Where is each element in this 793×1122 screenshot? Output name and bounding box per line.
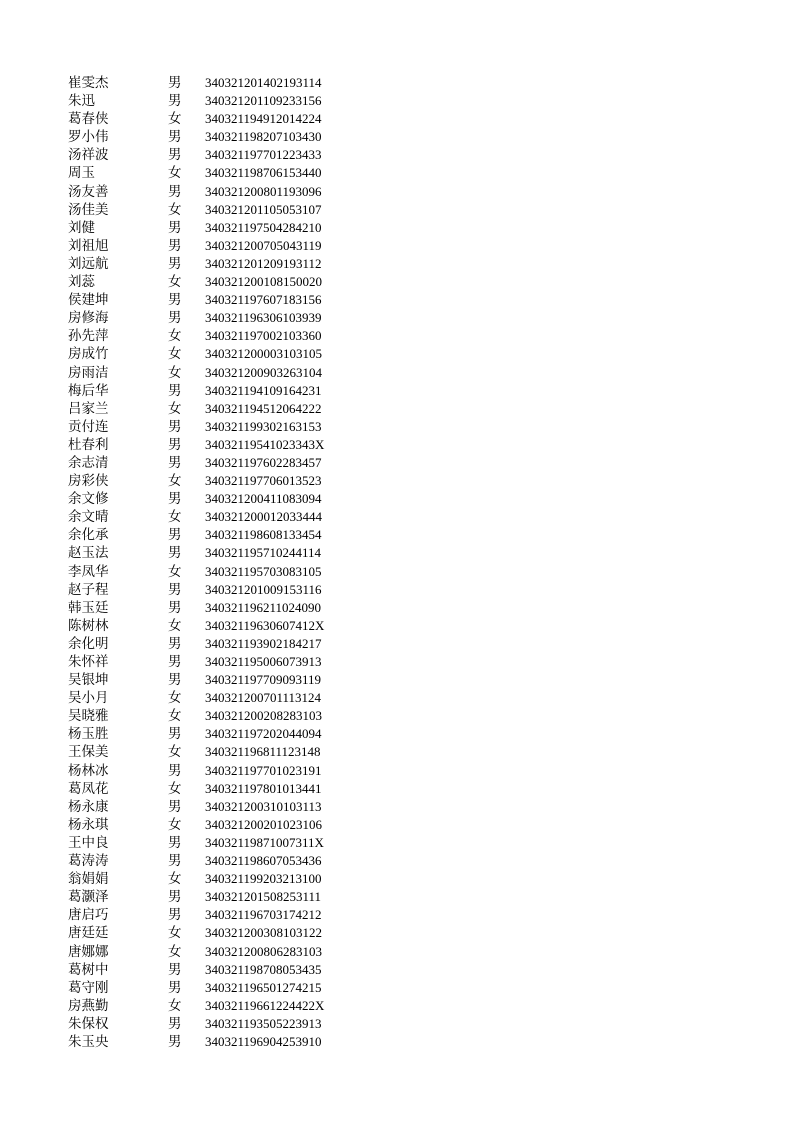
table-row xyxy=(0,237,793,255)
id-number-cell: 340321196306103939 xyxy=(205,310,322,326)
table-row xyxy=(0,997,793,1015)
name-cell: 余志清 xyxy=(68,454,109,471)
table-row xyxy=(0,219,793,237)
id-number-cell: 340321194512064222 xyxy=(205,400,322,416)
table-row xyxy=(0,906,793,924)
table-row xyxy=(0,327,793,345)
table-row xyxy=(0,617,793,635)
gender-cell: 女 xyxy=(168,925,182,942)
name-cell: 刘祖旭 xyxy=(68,237,109,254)
id-number-cell: 340321201402193114 xyxy=(205,75,322,90)
name-cell: 刘健 xyxy=(68,219,95,236)
name-cell: 葛凤花 xyxy=(68,780,109,797)
table-row xyxy=(0,364,793,382)
id-number-cell: 340321200308103122 xyxy=(205,925,322,941)
table-row xyxy=(0,418,793,436)
id-number-cell: 340321198207103430 xyxy=(205,129,322,145)
table-row xyxy=(0,201,793,219)
gender-cell: 女 xyxy=(168,274,182,291)
id-number-cell: 340321196811123148 xyxy=(205,744,321,760)
id-number-cell: 340321198706153440 xyxy=(205,165,322,181)
name-cell: 崔雯杰 xyxy=(68,75,109,91)
id-number-cell: 340321200801193096 xyxy=(205,183,322,199)
id-number-cell: 340321200012033444 xyxy=(205,509,322,525)
table-row xyxy=(0,852,793,870)
table-row xyxy=(0,671,793,689)
name-cell: 余文修 xyxy=(68,491,109,508)
gender-cell: 女 xyxy=(168,563,182,580)
id-number-cell: 340321200108150020 xyxy=(205,274,322,290)
table-row xyxy=(0,255,793,273)
id-number-cell: 34032119661224422X xyxy=(205,997,325,1013)
gender-cell: 男 xyxy=(168,907,182,924)
id-number-cell: 340321198607053436 xyxy=(205,853,322,869)
gender-cell: 男 xyxy=(168,292,182,309)
id-number-cell: 340321195006073913 xyxy=(205,654,322,669)
name-cell: 朱玉央 xyxy=(68,1033,109,1050)
id-number-cell: 340321201209193112 xyxy=(205,255,322,271)
table-row xyxy=(0,743,793,761)
id-number-cell: 340321201105053107 xyxy=(205,201,322,217)
name-cell: 刘远航 xyxy=(68,255,109,272)
table-row xyxy=(0,92,793,110)
id-number-cell: 340321197002103360 xyxy=(205,328,322,344)
name-cell: 朱保权 xyxy=(68,1015,109,1032)
name-cell: 杨永康 xyxy=(68,798,109,815)
id-number-cell: 34032119630607412X xyxy=(205,617,325,633)
id-number-cell: 340321194912014224 xyxy=(205,111,322,127)
gender-cell: 男 xyxy=(168,654,182,670)
name-cell: 房彩侠 xyxy=(68,473,109,490)
name-cell: 朱迅 xyxy=(68,93,95,110)
gender-cell: 女 xyxy=(168,400,182,417)
name-cell: 朱怀祥 xyxy=(68,654,109,670)
table-row xyxy=(0,291,793,309)
name-cell: 葛春侠 xyxy=(68,111,109,128)
name-cell: 余化明 xyxy=(68,635,109,652)
id-number-cell: 340321200201023106 xyxy=(205,816,322,832)
table-row xyxy=(0,472,793,490)
id-number-cell: 340321200003103105 xyxy=(205,346,322,362)
table-row xyxy=(0,273,793,291)
name-cell: 孙先萍 xyxy=(68,328,109,345)
table-row xyxy=(0,943,793,961)
name-cell: 杜春利 xyxy=(68,436,109,453)
gender-cell: 女 xyxy=(168,346,182,363)
gender-cell: 女 xyxy=(168,509,182,526)
table-row xyxy=(0,508,793,526)
gender-cell: 男 xyxy=(168,979,182,996)
gender-cell: 男 xyxy=(168,382,182,399)
name-cell: 罗小伟 xyxy=(68,129,109,146)
name-cell: 侯建坤 xyxy=(68,292,109,309)
id-number-cell: 340321200705043119 xyxy=(205,237,322,253)
id-number-cell: 34032119871007311X xyxy=(205,834,324,850)
id-number-cell: 340321197504284210 xyxy=(205,219,322,235)
id-number-cell: 340321197709093119 xyxy=(205,672,322,688)
id-number-cell: 34032119541023343X xyxy=(205,436,325,452)
id-number-cell: 340321200310103113 xyxy=(205,798,322,814)
gender-cell: 女 xyxy=(168,708,182,725)
name-cell: 赵玉法 xyxy=(68,545,109,562)
table-row xyxy=(0,563,793,581)
table-row xyxy=(0,128,793,146)
id-number-cell: 340321193505223913 xyxy=(205,1015,322,1031)
gender-cell: 男 xyxy=(168,454,182,471)
id-number-cell: 340321196703174212 xyxy=(205,907,322,923)
gender-cell: 男 xyxy=(168,1015,182,1032)
gender-cell: 男 xyxy=(168,672,182,689)
id-number-cell: 340321197607183156 xyxy=(205,292,322,308)
table-row xyxy=(0,888,793,906)
id-number-cell: 340321199302163153 xyxy=(205,418,322,434)
id-number-cell: 340321197202044094 xyxy=(205,726,322,742)
gender-cell: 男 xyxy=(168,599,182,616)
id-number-cell: 340321198708053435 xyxy=(205,961,322,977)
name-cell: 葛灏泽 xyxy=(68,889,109,906)
gender-cell: 男 xyxy=(168,129,182,146)
gender-cell: 男 xyxy=(168,310,182,327)
gender-cell: 男 xyxy=(168,219,182,236)
name-cell: 葛涛涛 xyxy=(68,853,109,870)
gender-cell: 女 xyxy=(168,690,182,707)
id-number-cell: 340321201508253111 xyxy=(205,889,322,905)
table-row xyxy=(0,382,793,400)
gender-cell: 男 xyxy=(168,418,182,435)
table-row xyxy=(0,400,793,418)
name-cell: 翁娟娟 xyxy=(68,871,109,888)
gender-cell: 男 xyxy=(168,581,182,598)
id-number-cell: 340321197701223433 xyxy=(205,147,322,163)
gender-cell: 男 xyxy=(168,255,182,272)
table-row xyxy=(0,689,793,707)
name-cell: 房成竹 xyxy=(68,346,109,363)
roster-table xyxy=(0,74,793,1051)
table-row xyxy=(0,979,793,997)
name-cell: 杨玉胜 xyxy=(68,726,109,743)
name-cell: 陈树林 xyxy=(68,617,109,634)
table-row xyxy=(0,924,793,942)
id-number-cell: 340321197602283457 xyxy=(205,454,322,470)
name-cell: 吴晓雅 xyxy=(68,708,109,725)
name-cell: 房修海 xyxy=(68,310,109,327)
table-row xyxy=(0,961,793,979)
table-row xyxy=(0,762,793,780)
name-cell: 房雨洁 xyxy=(68,364,109,381)
name-cell: 杨永琪 xyxy=(68,816,109,833)
gender-cell: 女 xyxy=(168,617,182,634)
gender-cell: 女 xyxy=(168,201,182,218)
name-cell: 唐启巧 xyxy=(68,907,109,924)
name-cell: 李凤华 xyxy=(68,563,109,580)
id-number-cell: 340321196904253910 xyxy=(205,1033,322,1049)
gender-cell: 男 xyxy=(168,147,182,164)
gender-cell: 男 xyxy=(168,93,182,110)
name-cell: 吕家兰 xyxy=(68,400,109,417)
gender-cell: 男 xyxy=(168,491,182,508)
name-cell: 汤祥波 xyxy=(68,147,109,164)
gender-cell: 男 xyxy=(168,237,182,254)
gender-cell: 女 xyxy=(168,744,182,761)
gender-cell: 女 xyxy=(168,473,182,490)
id-number-cell: 340321200701113124 xyxy=(205,690,322,706)
gender-cell: 男 xyxy=(168,75,182,91)
name-cell: 王中良 xyxy=(68,834,109,851)
id-number-cell: 340321201009153116 xyxy=(205,581,322,597)
table-row xyxy=(0,544,793,562)
id-number-cell: 340321199203213100 xyxy=(205,871,322,887)
gender-cell: 男 xyxy=(168,762,182,779)
name-cell: 王保美 xyxy=(68,744,109,761)
id-number-cell: 340321200208283103 xyxy=(205,708,322,724)
id-number-cell: 340321197701023191 xyxy=(205,762,322,778)
table-row xyxy=(0,834,793,852)
gender-cell: 女 xyxy=(168,364,182,381)
table-row xyxy=(0,345,793,363)
name-cell: 唐廷廷 xyxy=(68,925,109,942)
table-row xyxy=(0,146,793,164)
table-row xyxy=(0,454,793,472)
gender-cell: 男 xyxy=(168,961,182,978)
gender-cell: 男 xyxy=(168,183,182,200)
gender-cell: 女 xyxy=(168,997,182,1014)
table-row xyxy=(0,490,793,508)
id-number-cell: 340321195710244114 xyxy=(205,545,322,561)
gender-cell: 男 xyxy=(168,834,182,851)
name-cell: 韩玉廷 xyxy=(68,599,109,616)
table-row xyxy=(0,599,793,617)
table-row xyxy=(0,798,793,816)
id-number-cell: 340321200806283103 xyxy=(205,943,322,959)
gender-cell: 女 xyxy=(168,780,182,797)
table-row xyxy=(0,1033,793,1051)
id-number-cell: 340321200903263104 xyxy=(205,364,322,380)
name-cell: 刘蕊 xyxy=(68,274,95,291)
id-number-cell: 340321200411083094 xyxy=(205,491,322,507)
gender-cell: 男 xyxy=(168,436,182,453)
gender-cell: 男 xyxy=(168,853,182,870)
id-number-cell: 340321198608133454 xyxy=(205,527,322,543)
gender-cell: 女 xyxy=(168,871,182,888)
id-number-cell: 340321194109164231 xyxy=(205,382,322,398)
name-cell: 葛守刚 xyxy=(68,979,109,996)
name-cell: 吴小月 xyxy=(68,690,109,707)
name-cell: 赵子程 xyxy=(68,581,109,598)
name-cell: 周玉 xyxy=(68,165,95,182)
table-row xyxy=(0,707,793,725)
table-row xyxy=(0,164,793,182)
name-cell: 房燕勤 xyxy=(68,997,109,1014)
gender-cell: 男 xyxy=(168,527,182,544)
gender-cell: 男 xyxy=(168,798,182,815)
table-row xyxy=(0,74,793,92)
name-cell: 吴银坤 xyxy=(68,672,109,689)
gender-cell: 男 xyxy=(168,726,182,743)
name-cell: 葛树中 xyxy=(68,961,109,978)
id-number-cell: 340321196501274215 xyxy=(205,979,322,995)
id-number-cell: 340321195703083105 xyxy=(205,563,322,579)
table-row xyxy=(0,653,793,671)
table-row xyxy=(0,870,793,888)
gender-cell: 女 xyxy=(168,111,182,128)
table-row xyxy=(0,816,793,834)
gender-cell: 男 xyxy=(168,635,182,652)
name-cell: 汤佳美 xyxy=(68,201,109,218)
name-cell: 余文晴 xyxy=(68,509,109,526)
gender-cell: 女 xyxy=(168,165,182,182)
id-number-cell: 340321197801013441 xyxy=(205,780,322,796)
table-row xyxy=(0,436,793,454)
name-cell: 贡付连 xyxy=(68,418,109,435)
table-row xyxy=(0,1015,793,1033)
gender-cell: 女 xyxy=(168,816,182,833)
gender-cell: 男 xyxy=(168,545,182,562)
gender-cell: 男 xyxy=(168,889,182,906)
table-row xyxy=(0,581,793,599)
id-number-cell: 340321197706013523 xyxy=(205,473,322,489)
table-row xyxy=(0,780,793,798)
gender-cell: 女 xyxy=(168,943,182,960)
table-row xyxy=(0,309,793,327)
id-number-cell: 340321201109233156 xyxy=(205,93,322,109)
table-row xyxy=(0,110,793,128)
table-row xyxy=(0,183,793,201)
gender-cell: 男 xyxy=(168,1033,182,1050)
id-number-cell: 340321193902184217 xyxy=(205,635,322,651)
gender-cell: 女 xyxy=(168,328,182,345)
name-cell: 汤友善 xyxy=(68,183,109,200)
name-cell: 唐娜娜 xyxy=(68,943,109,960)
table-row xyxy=(0,725,793,743)
table-row xyxy=(0,526,793,544)
name-cell: 杨林冰 xyxy=(68,762,109,779)
name-cell: 梅后华 xyxy=(68,382,109,399)
table-row xyxy=(0,635,793,653)
id-number-cell: 340321196211024090 xyxy=(205,599,322,615)
name-cell: 余化承 xyxy=(68,527,109,544)
